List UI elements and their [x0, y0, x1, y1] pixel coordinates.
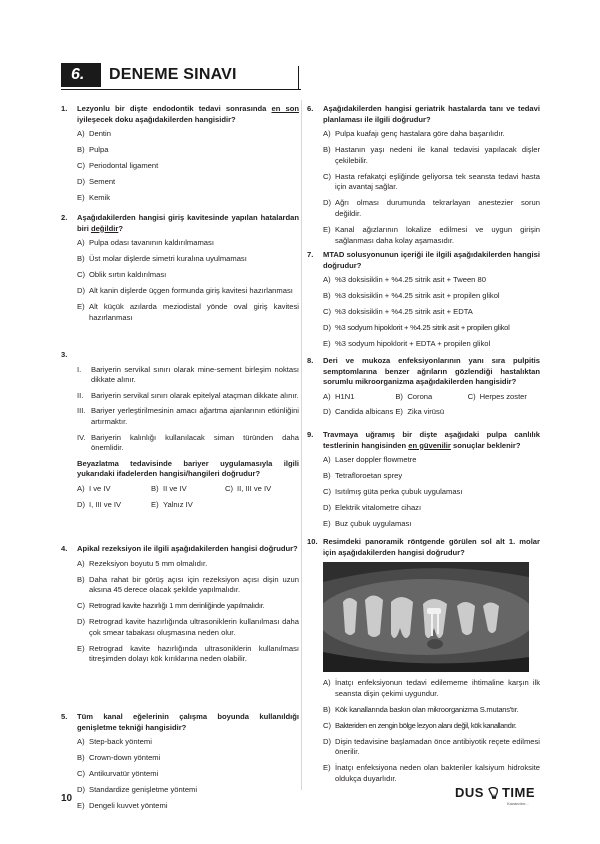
question-stem: Lezyonlu bir dişte endodontik tedavi sonrasında en son iyileşecek doku aşağıdakilerden hangisidir?	[77, 104, 299, 124]
question-8	[307, 356, 540, 418]
question-stem: Beyazlatma tedavisinde bariyer uygulamasıyla ilgili yukarıdaki ifadelerden hangisi/hangileri doğrudur?	[77, 458, 299, 479]
answer-option[interactable]: D) Standardize genişletme yöntemi	[77, 785, 198, 795]
tooth-icon	[487, 787, 499, 799]
answer-option[interactable]: D) Elektrik vitalometre cihazı	[323, 503, 422, 513]
answer-option[interactable]: A) H1N1	[323, 391, 355, 401]
answer-option[interactable]: A) Rezeksiyon boyutu 5 mm olmalıdır.	[77, 558, 208, 568]
dustime-logo	[455, 786, 545, 810]
answer-option[interactable]: C) Antikurvatür yöntemi	[77, 769, 159, 779]
statement-item: II. Bariyerin servikal sınırı olarak epitelyal ataçman dikkate alınır.	[77, 390, 299, 400]
answer-option[interactable]: C) Periodontal ligament	[77, 161, 159, 171]
question-number: 10.	[307, 537, 318, 546]
question-6	[307, 104, 540, 251]
answer-option[interactable]: D) Dişin tedavisine başlamadan önce antibiyotik reçete edilmesi önerilir.	[323, 736, 540, 757]
page-number: 10	[61, 793, 73, 804]
logo-text-left: DUS	[455, 785, 484, 800]
question-stem: Tüm kanal eğelerinin çalışma boyunda kullanıldığı genişletme tekniği hangisidir?	[77, 712, 299, 732]
xray-teeth-graphic	[323, 562, 529, 672]
question-number: 6.	[307, 104, 314, 113]
answer-option[interactable]: A) %3 doksisiklin + %4.25 sitrik asit + Tween 80	[323, 275, 486, 285]
answer-option[interactable]: A) Laser doppler flowmetre	[323, 455, 417, 465]
answer-option[interactable]: B) Kök kanallarında baskın olan mikroorganizma S.mutans'tır.	[323, 704, 519, 714]
question-number: 3.	[61, 350, 68, 359]
answer-option[interactable]: C) %3 doksisiklin + %4.25 sitrik asit + EDTA	[323, 307, 473, 317]
question-7	[307, 250, 540, 355]
header-rule	[61, 89, 301, 90]
answer-option[interactable]: A) I ve IV	[77, 483, 111, 493]
statement-item: I. Bariyerin servikal sınırı olarak mine-sement birleşim noktası dikkate alınır.	[77, 364, 299, 385]
answer-option[interactable]: B) Pulpa	[77, 145, 109, 155]
question-stem: MTAD solusyonunun içeriği ile ilgili aşağıdakilerden hangisi doğrudur?	[323, 250, 540, 270]
answer-option[interactable]: A) Dentin	[77, 129, 111, 139]
question-number: 7.	[307, 250, 314, 259]
answer-option[interactable]: A) Step-back yöntemi	[77, 737, 152, 747]
answer-option[interactable]: B) %3 doksisiklin + %4.25 sitrik asit + propilen glikol	[323, 291, 500, 301]
answer-option[interactable]: A) Pulpa kuafajı genç hastalara göre daha başarılıdır.	[323, 129, 505, 139]
answer-option[interactable]: E) Buz çubuk uygulaması	[323, 519, 412, 529]
answer-option[interactable]: C) Herpes zoster	[467, 391, 527, 401]
answer-option[interactable]: B) Daha rahat bir görüş açısı için rezeksiyon açısı dişin uzun aksına 45 derece olacak şekilde yapılmalıdır.	[77, 574, 299, 595]
answer-option[interactable]: C) Bakteriden en zengin bölge lezyon alanı değil, kök kanallarıdır.	[323, 720, 517, 730]
question-3	[61, 350, 299, 510]
answer-option[interactable]: E) Kanal ağızlarının lokalize edilmesi ve uygun girişin sağlanması daha kolay aşamasıdır.	[323, 224, 540, 245]
statement-item: IV. Bariyerin kalınlığı kullanılacak siman türünden daha önemlidir.	[77, 432, 299, 453]
answer-option[interactable]: B) Corona	[395, 391, 433, 401]
answer-option[interactable]: E) Dengeli kuvvet yöntemi	[77, 801, 168, 811]
question-number: 8.	[307, 356, 314, 365]
question-number: 9.	[307, 430, 314, 439]
question-number: 1.	[61, 104, 68, 113]
answer-option[interactable]: C) II, III ve IV	[225, 483, 272, 493]
answer-option[interactable]: E) Kemik	[77, 193, 111, 203]
exam-number-badge: 6.	[61, 63, 101, 87]
answer-option[interactable]: B) Tetrafloroetan sprey	[323, 471, 403, 481]
answer-option[interactable]: D) Sement	[77, 177, 116, 187]
question-number: 4.	[61, 544, 68, 553]
logo-text-right: TIME	[501, 785, 536, 800]
answer-option[interactable]: C) Oblik sırtın kaldırılması	[77, 270, 167, 280]
question-10	[307, 537, 540, 790]
answer-option[interactable]: B) II ve IV	[151, 483, 187, 493]
column-divider	[301, 100, 302, 790]
exam-title: DENEME SINAVI	[109, 66, 237, 83]
question-5	[61, 712, 299, 817]
question-stem: Resimdeki panoramik röntgende görülen sol alt 1. molar için aşağıdakilerden hangisi doğrudur?	[323, 537, 540, 557]
answer-option[interactable]: D) %3 sodyum hipoklorit + %4.25 sitrik asit + propilen glikol	[323, 323, 510, 333]
answer-option[interactable]: E) Alt küçük azılarda meziodistal yönde oval giriş kavitesi hazırlanması	[77, 302, 299, 322]
question-4	[61, 544, 299, 670]
answer-option[interactable]: B) Hastanın yaşı nedeni ile kanal tedavisi yapılacak dişler çekilebilir.	[323, 145, 540, 165]
panoramic-xray-image	[323, 562, 529, 672]
answer-option[interactable]: C) Hasta refakatçi eşliğinde geliyorsa tek seansta tedavi hasta için avantaj sağlar.	[323, 171, 540, 192]
answer-option[interactable]: D) Retrograd kavite hazırlığında ultrasoniklerin kullanılması daha çok smear tabakası oluşmasına neden olur.	[77, 617, 299, 637]
answer-option[interactable]: D) Ağrı olması durumunda tekrarlayan anestezier sorun değildir.	[323, 198, 540, 218]
question-number: 5.	[61, 712, 68, 721]
question-stem: Travmaya uğramış bir dişte aşağıdaki pulpa canlılık testlerinin hangisinden en güvenilir sonuçlar beklenir?	[323, 430, 540, 450]
answer-option[interactable]: E) %3 sodyum hipoklorit + EDTA + propilen glikol	[323, 339, 491, 349]
question-9	[307, 430, 540, 535]
answer-option[interactable]: D) Candida albicans	[323, 407, 394, 417]
header-rule-end	[298, 66, 299, 90]
question-stem: Aşağıdakilerden hangisi giriş kavitesinde yapılan hatalardan biri değildir?	[77, 213, 299, 233]
answer-option[interactable]: C) Retrograd kavite hazırlığı 1 mm derinliğinde yapılmalıdır.	[77, 601, 265, 611]
answer-option[interactable]: D) Alt kanin dişlerde üçgen formunda giriş kavitesi hazırlanması	[77, 286, 293, 296]
answer-option[interactable]: C) Isıtılmış güta perka çubuk uygulaması	[323, 487, 463, 497]
question-stem: Aşağıdakilerden hangisi geriatrik hastalarda tanı ve tedavi planlaması ile ilgili doğrudur?	[323, 104, 540, 124]
answer-option[interactable]: A) İnatçı enfeksiyonun tedavi edilememe ihtimaline karşın ilk seansta dişin çekimi uygundur.	[323, 678, 540, 698]
answer-option[interactable]: D) I, III ve IV	[77, 499, 122, 509]
statement-item: III. Bariyer yerleştirilmesinin amacı ağartma ajanlarının etkinliğini artırmaktır.	[77, 406, 299, 426]
answer-option[interactable]: E) Zika virüsü	[395, 407, 445, 417]
question-2	[61, 213, 299, 329]
question-number: 2.	[61, 213, 68, 222]
question-1	[61, 104, 299, 209]
answer-option[interactable]: E) İnatçı enfeksiyona neden olan bakteriler kalsiyum hidroksite oldukça duyarlıdır.	[323, 763, 540, 783]
question-stem: Apikal rezeksiyon ile ilgili aşağıdakilerden hangisi doğrudur?	[77, 544, 298, 553]
exam-header	[61, 63, 301, 87]
answer-option[interactable]: A) Pulpa odası tavanının kaldırılmaması	[77, 238, 214, 248]
answer-option[interactable]: E) Retrograd kavite hazırlığında ultrasoniklerin kullanılması titreşimden dolayı kök kırıklarına neden olabilir.	[77, 643, 299, 664]
answer-option[interactable]: B) Crown-down yöntemi	[77, 753, 161, 763]
question-stem: Deri ve mukoza enfeksiyonlarının yanı sıra pulpitis semptomlarına benzer ağrıların gözlendiği hastalıktan sorumlu mikroorganizma aşağıdakilerden hangisidir?	[323, 356, 540, 387]
logo-tagline: Kazandırır...	[507, 801, 529, 806]
answer-option[interactable]: B) Üst molar dişlerde simetri kuralına uyulmaması	[77, 254, 247, 264]
answer-option[interactable]: E) Yalnız IV	[151, 499, 193, 509]
